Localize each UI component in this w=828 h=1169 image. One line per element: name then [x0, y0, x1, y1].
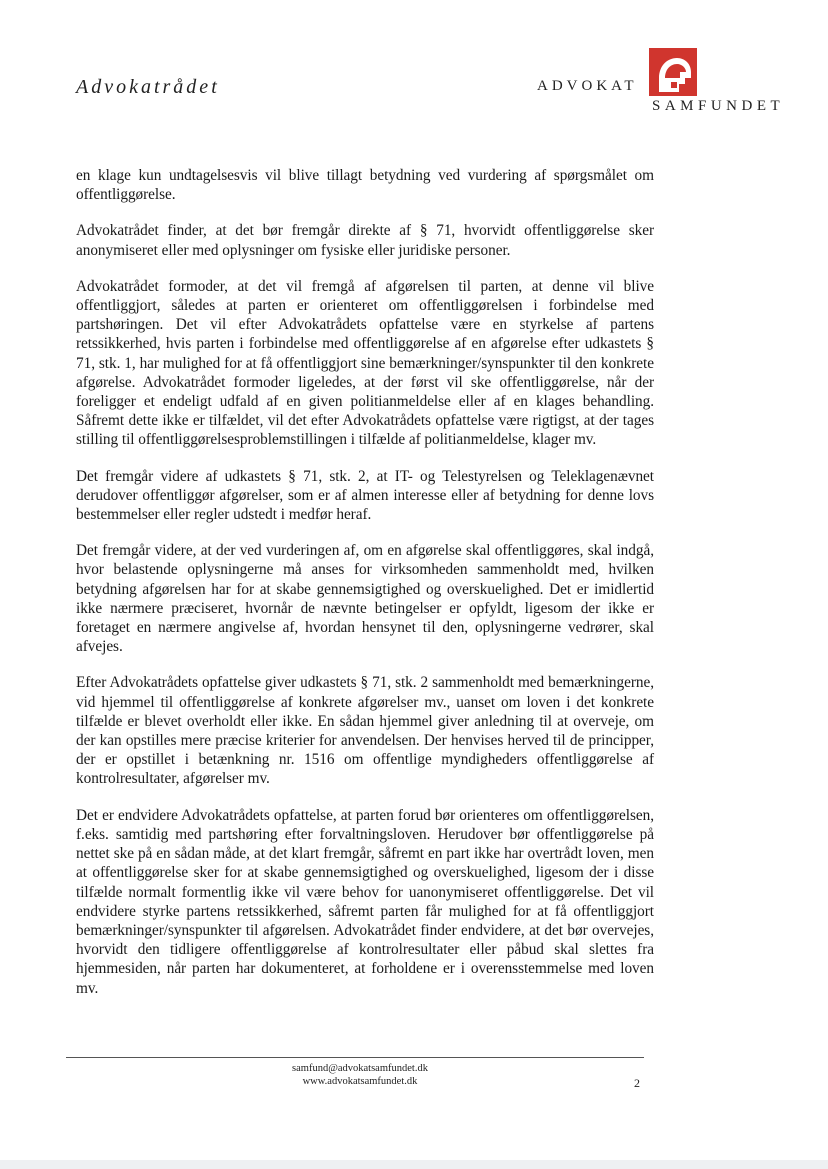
logo-text-top: ADVOKAT	[537, 78, 638, 94]
body-paragraph: Det fremgår videre af udkastets § 71, stk. 2, at IT- og Telestyrelsen og Teleklagenævnet derudover offentliggør afgørelser, som er af almen interesse eller af betydning for denne lovs bestemmelser eller regler udstedt i medfør heraf.	[76, 467, 654, 524]
letter-body	[76, 166, 654, 1015]
footer-contact	[160, 1062, 560, 1088]
logo-text-bottom: SAMFUNDET	[652, 98, 785, 114]
page-number: 2	[634, 1076, 640, 1090]
body-paragraph: Det er endvidere Advokatrådets opfattelse, at parten forud bør orienteres om offentliggørelsen, f.eks. samtidig med partshøring efter forvaltningsloven. Herudover bør offentliggørelse på nettet ske på en sådan måde, at det klart fremgår, såfremt en part ikke har overtrådt loven, men at offentliggørelse sker for at skabe gennemsigtighed og overskuelighed, ligesom der i disse tilfælde normalt formentlig ikke vil være behov for uanonymiseret offentliggørelse. Det vil endvidere styrke partens retssikkerhed, såfremt parten får mulighed for at få offentliggjort bemærkninger/synspunkter til afgørelsen. Advokatrådet finder endvidere, at det bør overvejes, hvorvidt den tidligere offentliggørelse af kontrolresultater eller påbud skal slettes fra hjemmesiden, når parten har dokumenteret, at forholdene er i overensstemmelse med loven mv.	[76, 806, 654, 997]
header-title: Advokatrådet	[76, 76, 220, 98]
footer-divider	[66, 1057, 644, 1058]
body-paragraph: Advokatrådet finder, at det bør fremgår direkte af § 71, hvorvidt offentliggørelse sker anonymiseret eller med oplysninger om fysiske eller juridiske personer.	[76, 222, 654, 259]
scan-edge	[0, 1160, 828, 1169]
body-paragraph: en klage kun undtagelsesvis vil blive tillagt betydning ved vurdering af spørgsmålet om offentliggørelse.	[76, 167, 654, 204]
body-paragraph: Efter Advokatrådets opfattelse giver udkastets § 71, stk. 2 sammenholdt med bemærkningerne, vid hjemmel til offentliggørelse af konkrete afgørelser mv., uanset om loven i det konkrete tilfælde er blevet overholdt eller ikke. En sådan hjemmel giver anledning til at overveje, om der kan opstilles mere præcise kriterier for anvendelsen. Der henvises herved til de principper, der er opstillet i betænkning nr. 1516 om offentlige myndigheders offentliggørelse af kontrolresultater, afgørelser mv.	[76, 674, 654, 788]
body-paragraph: Det fremgår videre, at der ved vurderingen af, om en afgørelse skal offentliggøres, skal indgå, hvor belastende oplysningerne må anses for virksomheden sammenholdt med, hvilken betydning afgørelsen har for at skabe gennemsigtighed og overskuelighed. Det er imidlertid ikke nærmere præciseret, hvornår de nævnte betingelser er opfyldt, ligesom der ikke er foretaget en nærmere angivelse af, hvordan hensynet til den, oplysningerne vedrører, skal afvejes.	[76, 542, 654, 656]
advokatsamfundet-logo	[537, 48, 802, 120]
helmet-head-emblem-icon	[649, 48, 697, 96]
body-paragraph: Advokatrådet formoder, at det vil fremgå af afgørelsen til parten, at denne vil blive offentliggjort, således at parten er orienteret om offentliggørelsen i forbindelse med partshøringen. Det vil efter Advokatrådets opfattelse være en styrkelse af partens retssikkerhed, hvis parten i forbindelse med offentliggørelse af en afgørelse efter udkastets § 71, stk. 1, har mulighed for at få offentliggjort sine bemærkninger/synspunkter til den konkrete afgørelse. Advokatrådet formoder ligeledes, at der først vil ske offentliggørelse, når der foreligger et endeligt udfald af en given politianmeldelse eller af en klages behandling. Såfremt dette ikke er tilfældet, vil det efter Advokatrådets opfattelse være rigtigst, at der tages stilling til offentliggørelsesproblemstillingen i tilfælde af politianmeldelse, klager mv.	[76, 277, 654, 449]
footer-website-link[interactable]: www.advokatsamfundet.dk	[302, 1076, 418, 1087]
footer-email-link[interactable]: samfund@advokatsamfundet.dk	[292, 1063, 428, 1074]
